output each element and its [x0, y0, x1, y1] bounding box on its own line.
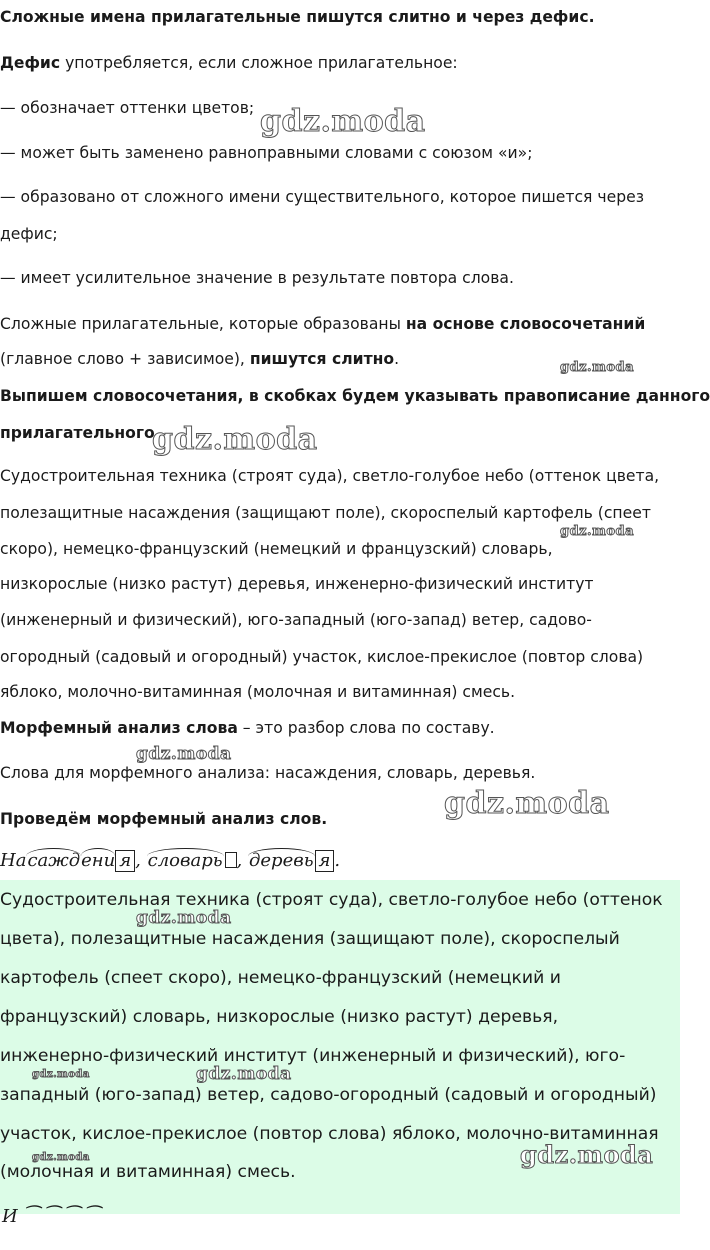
heading: Сложные имена прилагательные пишутся слитно и через дефис. [0, 8, 595, 26]
watermark: gdz.moda [32, 1152, 90, 1163]
watermark: gdz.moda [136, 744, 232, 764]
watermark: gdz.moda [560, 524, 635, 539]
rule-item: — имеет усилительное значение в результате повтора слова. [0, 269, 514, 287]
defis-intro: Дефис употребляется, если сложное прилагательное: [0, 54, 458, 72]
answer-line: Судостроительная техника (строят суда), светло-голубое небо (оттенок цвета, [0, 467, 660, 485]
highlight-line: инженерно-физический институт (инженерный и физический), юго- [0, 1046, 626, 1066]
watermark: gdz.moda [260, 104, 426, 139]
highlight-line: французский) словарь, низкорослые (низко растут) деревья, [0, 1007, 559, 1027]
highlight-line: цвета), полезащитные насаждения (защищают поле), скороспелый [0, 929, 620, 949]
root: деревь [248, 850, 314, 871]
rule-item: — обозначает оттенки цветов; [0, 99, 255, 117]
watermark: gdz.moda [560, 360, 635, 375]
task-heading-morph: Проведём морфемный анализ слов. [0, 810, 328, 828]
zero-ending [225, 852, 237, 868]
answer-line: (инженерный и физический), юго-западный (юго-запад) ветер, садово- [0, 611, 592, 629]
root: словарь [147, 850, 223, 871]
watermark: gdz.moda [196, 1064, 292, 1084]
ending: я [115, 850, 135, 872]
answer-line: низкорослые (низко растут) деревья, инженерно-физический институт [0, 575, 594, 593]
root: сажд [27, 850, 81, 871]
fused-rule-line1: Сложные прилагательные, которые образованы на основе словосочетаний [0, 315, 646, 333]
watermark: gdz.moda [32, 1069, 90, 1080]
highlight-line: (молочная и витаминная) смесь. [0, 1162, 296, 1182]
watermark: gdz.moda [520, 1140, 654, 1169]
answer-line: полезащитные насаждения (защищают поле), скороспелый картофель (спеет [0, 504, 651, 522]
suffix: ени [81, 850, 116, 871]
task-heading: прилагательного. [0, 424, 161, 442]
task-heading: Выпишем словосочетания, в скобках будем указывать правописание данного [0, 387, 710, 405]
ending: я [315, 850, 335, 872]
answer-line: скоро), немецко-французский (немецкий и французский) словарь, [0, 540, 553, 558]
rule-item: — образовано от сложного имени существительного, которое пишется через [0, 188, 644, 206]
fused-rule-line2: (главное слово + зависимое), пишутся слитно. [0, 350, 400, 368]
watermark: gdz.moda [444, 786, 610, 821]
highlight-line: западный (юго-запад) ветер, садово-огородный (садовый и огородный) [0, 1085, 657, 1105]
prefix: На [0, 850, 27, 871]
watermark: gdz.moda [136, 908, 232, 928]
answer-line: яблоко, молочно-витаминная (молочная и витаминная) смесь. [0, 683, 516, 701]
morphemic-analysis: Насаждени я , словарь , деревь я . [0, 850, 341, 871]
highlight-line: картофель (спеет скоро), немецко-французский (немецкий и [0, 968, 561, 988]
highlight-line: участок, кислое-прекислое (повтор слова) яблоко, молочно-витаминная [0, 1124, 659, 1144]
answer-line: огородный (садовый и огородный) участок, кислое-прекислое (повтор слова) [0, 648, 644, 666]
watermark: gdz.moda [152, 422, 318, 457]
rule-item: дефис; [0, 225, 58, 243]
morph-words: Слова для морфемного анализа: насаждения, словарь, деревья. [0, 764, 536, 782]
morph-definition: Морфемный анализ слова – это разбор слова по составу. [0, 719, 495, 737]
highlight-line: Судостроительная техника (строят суда), светло-голубое небо (оттенок [0, 890, 663, 910]
rule-item: — может быть заменено равноправными словами с союзом «и»; [0, 144, 533, 162]
cut-off-morphemic-line: И ⁀ ⁀ ⁀ ⁀ [2, 1206, 99, 1227]
